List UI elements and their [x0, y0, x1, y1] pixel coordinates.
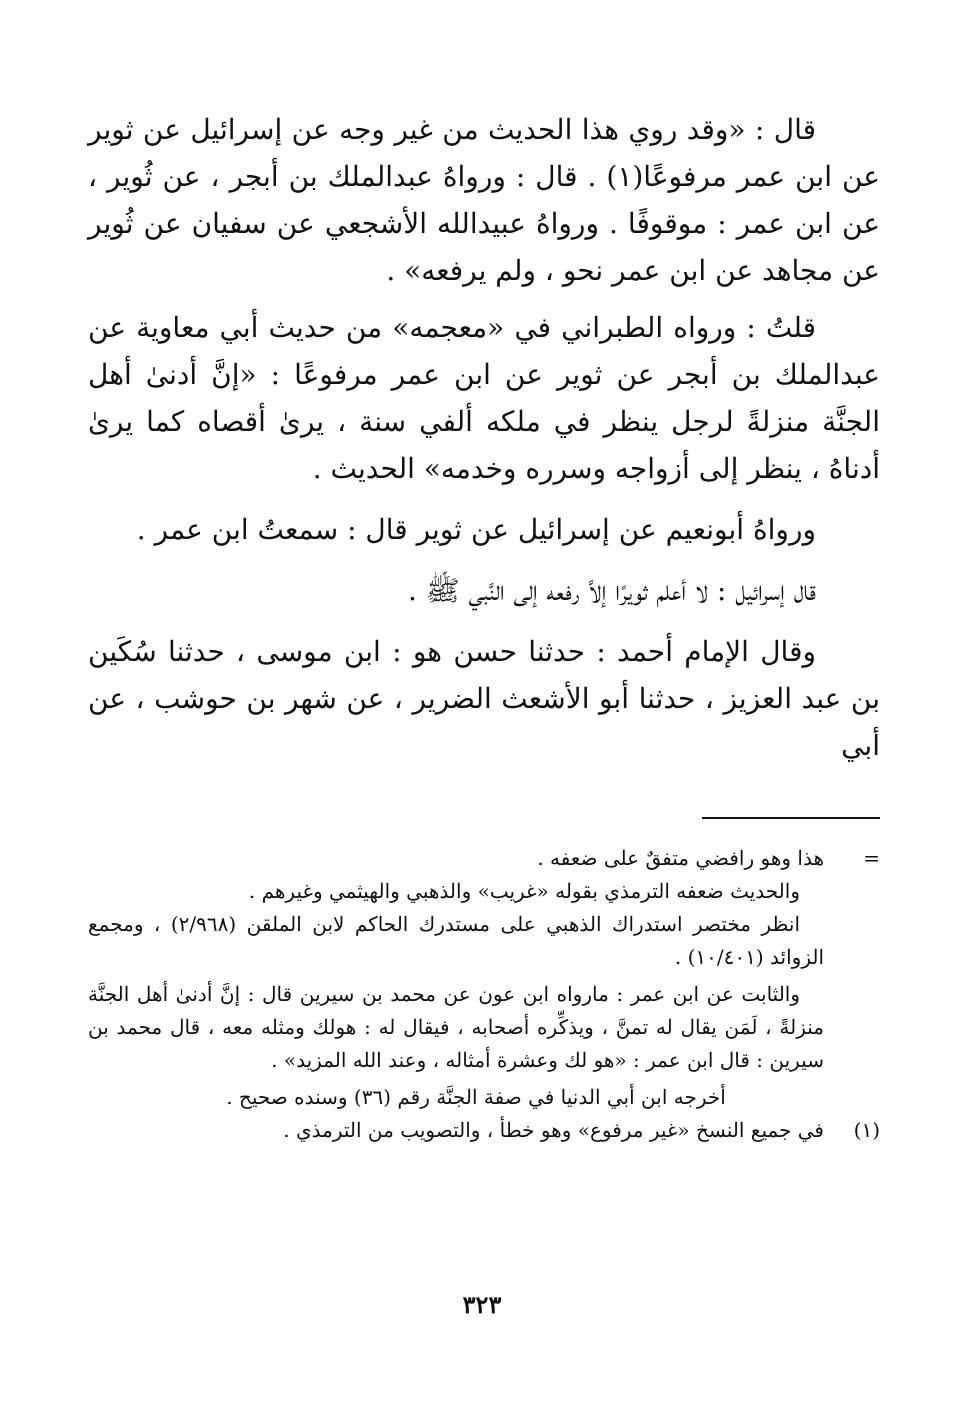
footnote-1-body [88, 1114, 824, 1147]
footnote-continuation-body [88, 842, 824, 1114]
footnote-number: (١) [853, 1118, 880, 1142]
paragraph: قال إسرائيل : لا أعلم ثويرًا إلاَّ رفعه إلى النَّبي ﷺ . [408, 574, 816, 607]
footnotes [88, 842, 880, 1147]
footnote-line: انظر مختصر استدراك الذهبي على مستدرك الحاكم لابن الملقن (٢/٩٦٨) ، ومجمع الزوائد (١٠/٤٠١) . [88, 912, 824, 969]
footnote-line: أخرجه ابن أبي الدنيا في صفة الجنَّة رقم (٣٦) وسنده صحيح . [226, 1085, 726, 1109]
paragraph: قال : «وقد روي هذا الحديث من غير وجه عن إسرائيل عن ثوير عن ابن عمر مرفوعًا(١) . قال : ورواهُ عبدالملك بن أبجر ، عن ثُوير ، عن ابن عمر : موقوفًا . ورواهُ عبيدالله الأشجعي عن سفيان عن ثُوير عن مجاهد عن ابن عمر نحو ، ولم يرفعه» . [88, 113, 881, 287]
page-number: ٣٢٣ [462, 1290, 502, 1319]
paragraph: قلتُ : ورواه الطبراني في «معجمه» من حديث أبي معاوية عن عبدالملك بن أبجر عن ثوير عن ابن عمر مرفوعًا : «إنَّ أدنىٰ أهل الجنَّة منزلةً لرجل ينظر في ملكه ألفي سنة ، يرىٰ أقصاه كما يرىٰ أدناهُ ، ينظر إلى أزواجه وسرره وخدمه» الحديث . [88, 311, 880, 485]
paragraph: وقال الإمام أحمد : حدثنا حسن هو : ابن موسى ، حدثنا سُكَين بن عبد العزيز ، حدثنا أبو الأشعث الضرير ، عن شهر بن حوشب ، عن أبي [88, 635, 880, 762]
footnote-line: في جميع النسخ «غير مرفوع» وهو خطأ ، والتصويب من الترمذي . [283, 1118, 824, 1142]
main-text [88, 106, 880, 779]
footnote-line: والثابت عن ابن عمر : مارواه ابن عون عن محمد بن سيرين قال : إنَّ أدنىٰ أهل الجنَّة منزلةً ، لَمَن يقال له تمنَّ ، ويذكِّره أصحابه ، فيقال له : هولك ومثله معه ، قال محمد بن سيرين : قال ابن عمر : «هو لك وعشرة أمثاله ، وعند الله المزيد» . [88, 982, 824, 1072]
footnote-line: هذا وهو رافضي متفقٌ على ضعفه . [537, 846, 824, 870]
footnote-1 [88, 1114, 880, 1147]
footnote-continuation [88, 842, 880, 1114]
footnote-line: والحديث ضعفه الترمذي بقوله «غريب» والذهبي والهيثمي وغيرهم . [248, 879, 800, 903]
paragraph: ورواهُ أبونعيم عن إسرائيل عن ثوير قال : سمعتُ ابن عمر . [136, 513, 816, 546]
footnote-separator [702, 817, 880, 819]
continuation-mark: = [863, 846, 880, 870]
